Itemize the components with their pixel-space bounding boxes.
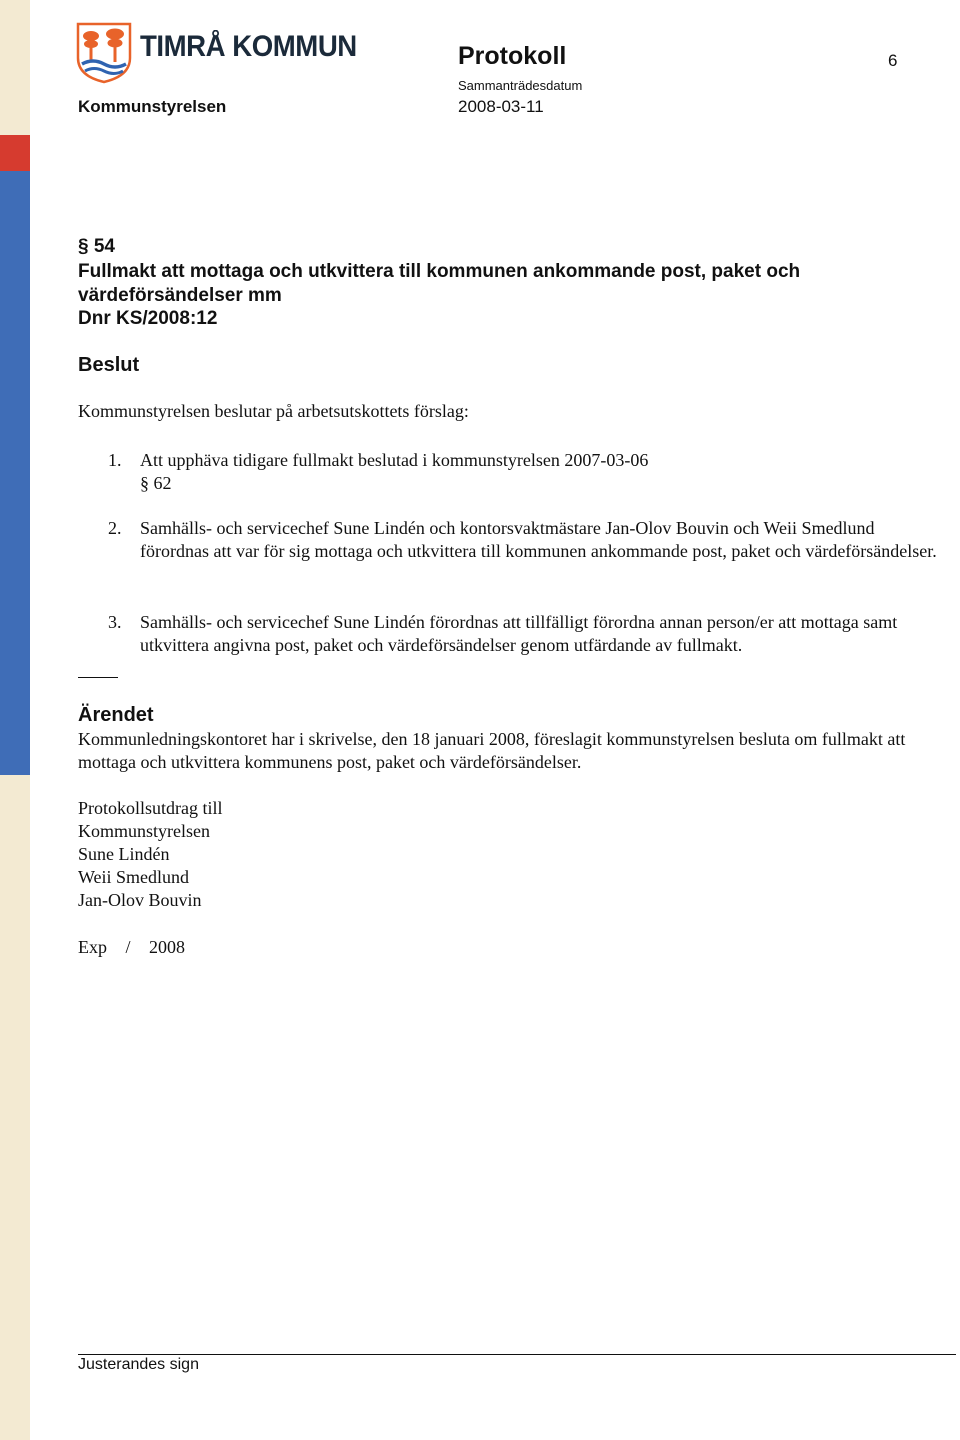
decision-heading: Beslut — [78, 354, 140, 376]
color-sidebar — [0, 0, 30, 1440]
coat-of-arms-logo-icon — [76, 22, 132, 84]
distribution-list — [78, 797, 223, 912]
item-number: 2. — [108, 518, 122, 538]
section-number-value: 54 — [93, 236, 115, 257]
item-number: 3. — [108, 612, 122, 632]
matter-heading: Ärendet — [78, 704, 154, 726]
page-number: 6 — [888, 51, 898, 70]
matter-text: Kommunledningskontoret har i skrivelse, den 18 januari 2008, föreslagit kommunstyrelsen besluta om fullmakt att mottaga och utkvittera kommunens post, paket och värdeförsändelser. — [78, 729, 906, 772]
item-number: 1. — [108, 450, 122, 470]
sidebar-blue-band — [0, 171, 30, 775]
list-item: Kommunstyrelsen — [78, 821, 210, 841]
dispatch-separator: / — [125, 937, 131, 957]
distribution-label: Protokollsutdrag till — [78, 798, 223, 818]
dispatch-label: Exp — [78, 937, 107, 957]
item-text-body: Att upphäva tidigare fullmakt beslutad i kommunstyrelsen 2007-03-06 — [140, 450, 649, 470]
section-sign-icon: § — [78, 236, 89, 257]
signature-label: Justerandes sign — [78, 1356, 199, 1373]
item-text: Samhälls- och servicechef Sune Lindén och kontorsvaktmästare Jan-Olov Bouvin och Weii Smedlund förordnas att var för sig mottaga och utkvittera till kommunen ankommande post, paket och värdeförsändelser. — [140, 518, 937, 561]
item-text: Samhälls- och servicechef Sune Lindén förordnas att tillfälligt förordna annan person/er att mottaga samt utkvittera angivna post, paket och värdeförsändelser genom utfärdande av fullmakt. — [140, 612, 898, 655]
item-text — [140, 449, 948, 495]
sidebar-cream-bottom — [0, 775, 30, 1440]
section-title: Fullmakt att mottaga och utkvittera till kommunen ankommande post, paket och värdeförsändelser mm — [78, 261, 801, 306]
meeting-date: 2008-03-11 — [458, 97, 544, 116]
decision-item-1 — [108, 449, 948, 495]
date-label: Sammanträdesdatum — [458, 78, 583, 93]
sidebar-red-band — [0, 135, 30, 171]
document-title: Protokoll — [458, 42, 567, 70]
short-divider — [78, 677, 118, 678]
decision-item-3 — [108, 611, 948, 657]
organization-name: TIMRÅ KOMMUN — [140, 30, 357, 63]
footer-rule — [78, 1354, 956, 1355]
list-item: Jan-Olov Bouvin — [78, 890, 202, 910]
decision-intro: Kommunstyrelsen beslutar på arbetsutskottets förslag: — [78, 401, 469, 421]
dispatch-year: 2008 — [149, 937, 186, 957]
item-reference: 62 — [153, 473, 172, 493]
list-item: Sune Lindén — [78, 844, 170, 864]
department-name: Kommunstyrelsen — [78, 97, 227, 116]
section-number — [78, 236, 115, 258]
sidebar-cream-top — [0, 0, 30, 135]
case-number: Dnr KS/2008:12 — [78, 308, 218, 329]
dispatch-line — [78, 936, 185, 959]
list-item: Weii Smedlund — [78, 867, 190, 887]
decision-item-2 — [108, 517, 948, 563]
section-sign-icon: § — [140, 473, 149, 493]
